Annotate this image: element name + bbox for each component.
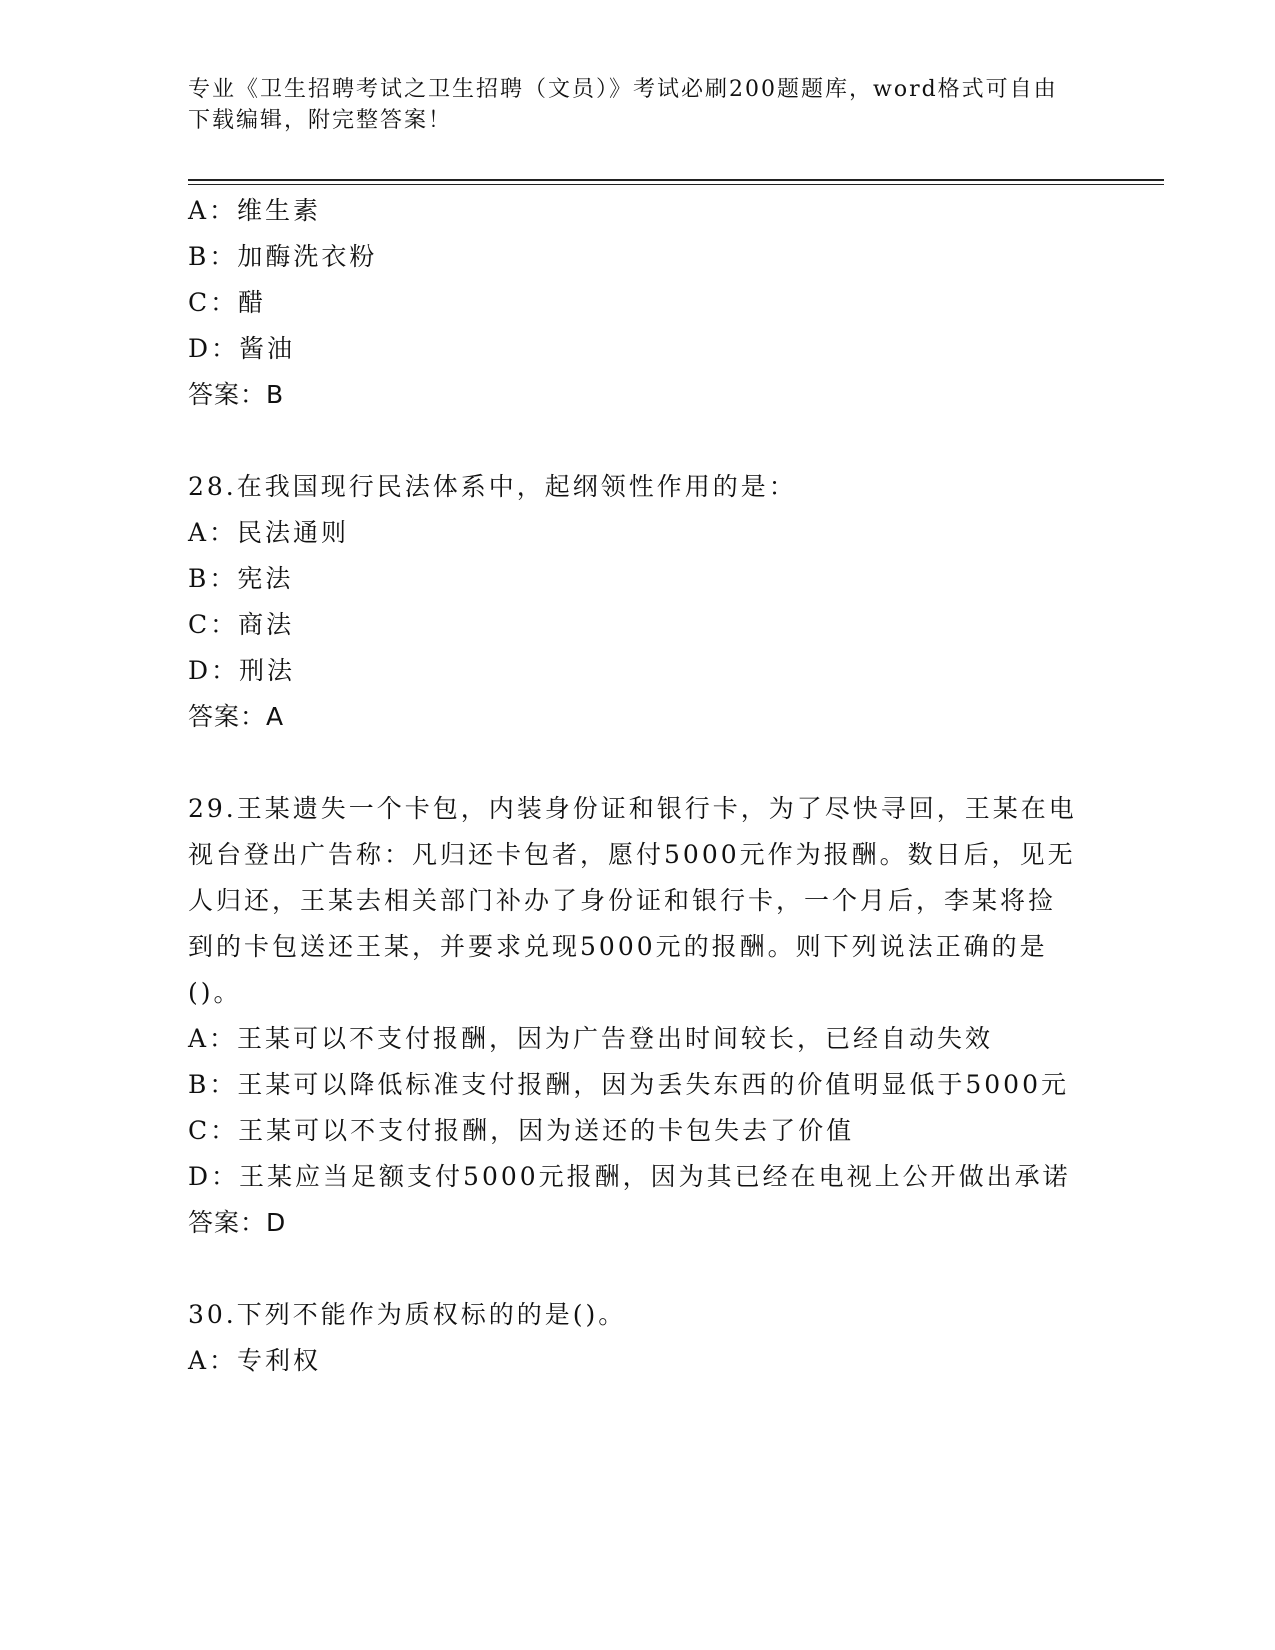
option-d: D：王某应当足额支付5000元报酬，因为其已经在电视上公开做出承诺 <box>188 1162 1071 1191</box>
answer-line: 答案：D <box>188 1208 287 1237</box>
block-spacer <box>188 1246 1088 1292</box>
option-d: D：酱油 <box>188 334 296 363</box>
option-a: A：王某可以不支付报酬，因为广告登出时间较长，已经自动失效 <box>188 1024 994 1053</box>
document-header: 专业《卫生招聘考试之卫生招聘（文员）》考试必刷200题题库，word格式可自由下载编辑，附完整答案！ <box>188 77 1058 133</box>
option-b: B：宪法 <box>188 564 294 593</box>
question-block-30 <box>188 1292 1088 1384</box>
header-rule-thin <box>188 184 1164 185</box>
option-a: A：专利权 <box>188 1346 322 1375</box>
question-text: 29.王某遗失一个卡包，内装身份证和银行卡，为了尽快寻回，王某在电视台登出广告称：凡归还卡包者，愿付5000元作为报酬。数日后，见无人归还，王某去相关部门补办了身份证和银行卡，一个月后，李某将捡到的卡包送还王某，并要求兑现5000元的报酬。则下列说法正确的是()。 <box>188 794 1077 1007</box>
answer-line: 答案：B <box>188 380 285 409</box>
option-c: C：醋 <box>188 288 267 317</box>
option-c: C：王某可以不支付报酬，因为送还的卡包失去了价值 <box>188 1116 855 1145</box>
option-d: D：刑法 <box>188 656 296 685</box>
option-b: B：加酶洗衣粉 <box>188 242 378 271</box>
option-c: C：商法 <box>188 610 295 639</box>
question-text: 28.在我国现行民法体系中，起纲领性作用的是： <box>188 472 797 501</box>
question-list <box>188 188 1088 1384</box>
header-rule-thick <box>188 179 1164 181</box>
option-b: B：王某可以降低标准支付报酬，因为丢失东西的价值明显低于5000元 <box>188 1070 1069 1099</box>
question-block-28 <box>188 464 1088 740</box>
option-a: A：维生素 <box>188 196 322 225</box>
answer-line: 答案：A <box>188 702 285 731</box>
question-text: 30.下列不能作为质权标的的是()。 <box>188 1300 627 1329</box>
option-a: A：民法通则 <box>188 518 350 547</box>
block-spacer <box>188 418 1088 464</box>
block-spacer <box>188 740 1088 786</box>
question-block-27 <box>188 188 1088 418</box>
question-block-29 <box>188 786 1078 1246</box>
